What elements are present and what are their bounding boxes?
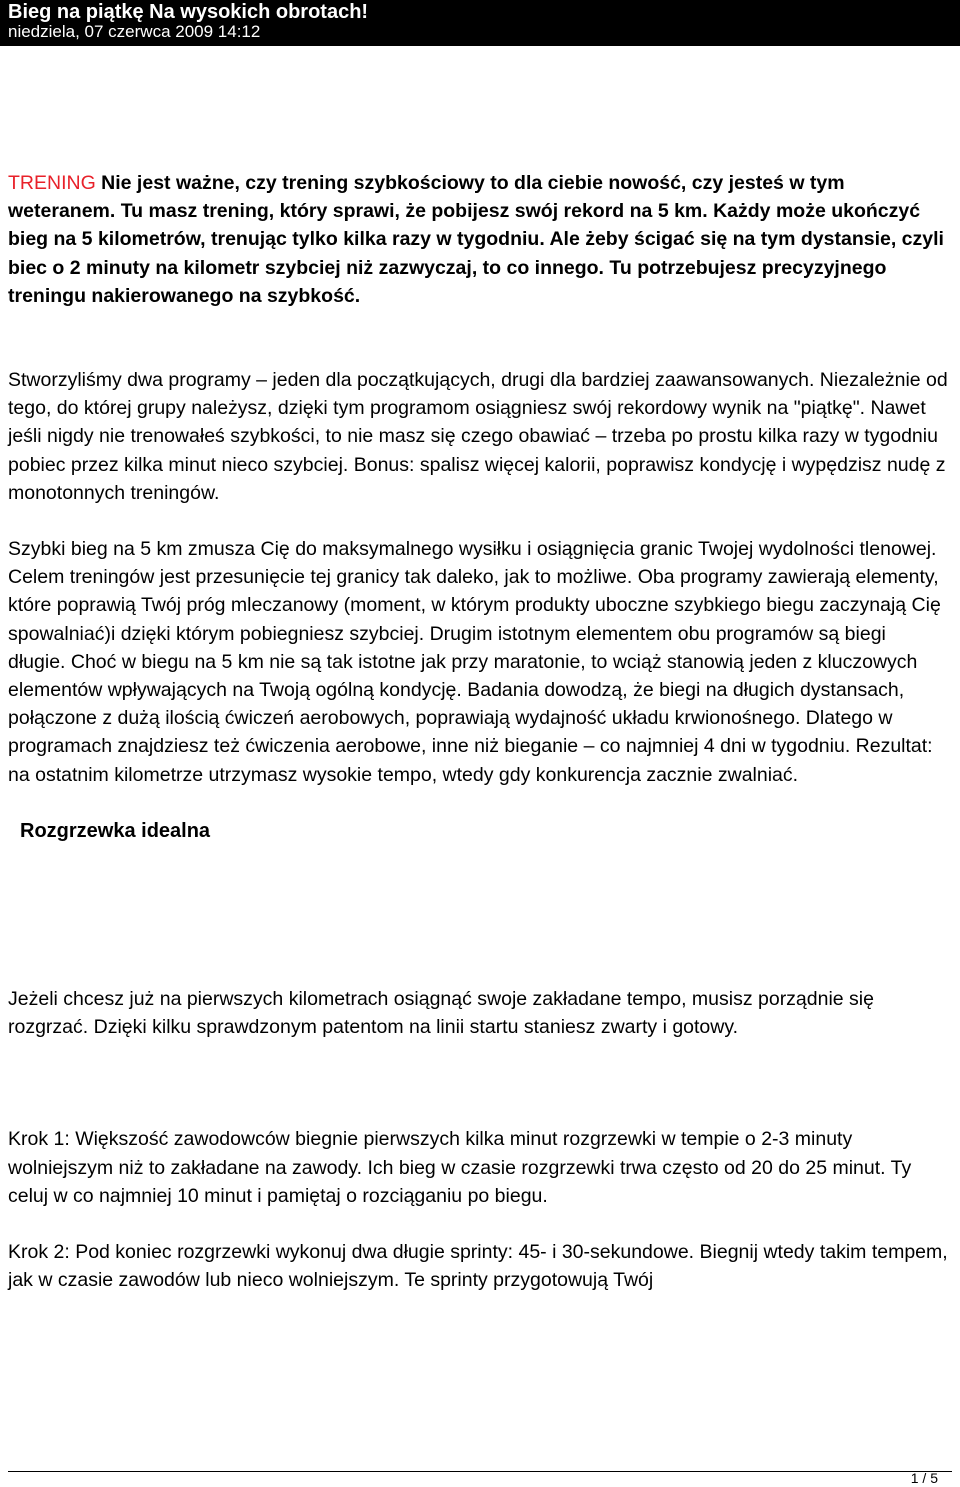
lead-text: Nie jest ważne, czy trening szybkościowy to dla ciebie nowość, czy jesteś w tym weteranem. Tu masz trening, który sprawi, że pobijesz swój rekord na 5 km. Każdy może ukończyć bieg na 5 kilometrów, trenując tylko kilka razy w tygodniu. Ale żeby ścigać się na tym dystansie, czyli biec o 2 minuty na kilometr szybciej niż zazwyczaj, to co innego. Tu potrzebujesz precyzyjnego treningu nakierowanego na szybkość. <box>8 172 944 307</box>
document-date: niedziela, 07 czerwca 2009 14:12 <box>8 22 261 41</box>
lead-paragraph <box>8 169 948 310</box>
page-number: 1 / 5 <box>910 1470 938 1486</box>
lead-tag: TRENING <box>8 172 96 194</box>
article-body <box>8 169 948 1294</box>
paragraph-goals: Szybki bieg na 5 km zmusza Cię do maksymalnego wysiłku i osiągnięcia granic Twojej wydolności tlenowej. Celem treningów jest przesunięcie tej granicy tak daleko, jak to możliwe. Oba programy zawierają elementy, które poprawią Twój próg mleczanowy (moment, w którym produkty uboczne szybkiego biegu zaczynają Cię spowalniać)i dzięki którym pobiegniesz szybciej. Drugim istotnym elementem obu programów są biegi długie. Choć w biegu na 5 km nie są tak istotne jak przy maratonie, to wciąż stanowią jeden z kluczowych elementów wpływających na Twoją ogólną kondycję. Badania dowodzą, że biegi na długich dystansach, połączone z dużą ilością ćwiczeń aerobowych, poprawiają wydajność układu krwionośnego. Dlatego w programach znajdziesz też ćwiczenia aerobowe, inne niż bieganie – co najmniej 4 dni w tygodniu. Rezultat: na ostatnim kilometrze utrzymasz wysokie tempo, wtedy gdy konkurencja zacznie zwalniać. <box>8 538 941 786</box>
section-heading: Rozgrzewka idealna <box>20 819 211 842</box>
paragraph-warmup-intro: Jeżeli chcesz już na pierwszych kilometrach osiągnąć swoje zakładane tempo, musisz porządnie się rozgrzać. Dzięki kilku sprawdzonym patentom na linii startu staniesz zwarty i gotowy. <box>8 988 874 1039</box>
paragraph-step-1: Krok 1: Większość zawodowców biegnie pierwszych kilka minut rozgrzewki w tempie o 2-3 minuty wolniejszym niż to zakładane na zawody. Ich bieg w czasie rozgrzewki trwa często od 20 do 25 minut. Ty celuj w co najmniej 10 minut i pamiętaj o rozciąganiu po biegu. <box>8 1128 912 1207</box>
document-title: Bieg na piątkę Na wysokich obrotach! <box>8 1 369 23</box>
footer-divider <box>8 1471 952 1472</box>
header-bar <box>0 0 960 46</box>
paragraph-programs: Stworzyliśmy dwa programy – jeden dla początkujących, drugi dla bardziej zaawansowanych. Niezależnie od tego, do której grupy należysz, dzięki tym programom osiągniesz swój rekordowy wynik na "piątkę". Nawet jeśli nigdy nie trenowałeś szybkości, to nie masz się czego obawiać – trzeba po prostu kilka razy w tygodniu pobiec przez kilka minut nieco szybciej. Bonus: spalisz więcej kalorii, poprawisz kondycję i wypędzisz nudę z monotonnych treningów. <box>8 369 948 504</box>
paragraph-step-2: Krok 2: Pod koniec rozgrzewki wykonuj dwa długie sprinty: 45- i 30-sekundowe. Biegnij wtedy takim tempem, jak w czasie zawodów lub nieco wolniejszym. Te sprinty przygotowują Twój <box>8 1241 948 1292</box>
